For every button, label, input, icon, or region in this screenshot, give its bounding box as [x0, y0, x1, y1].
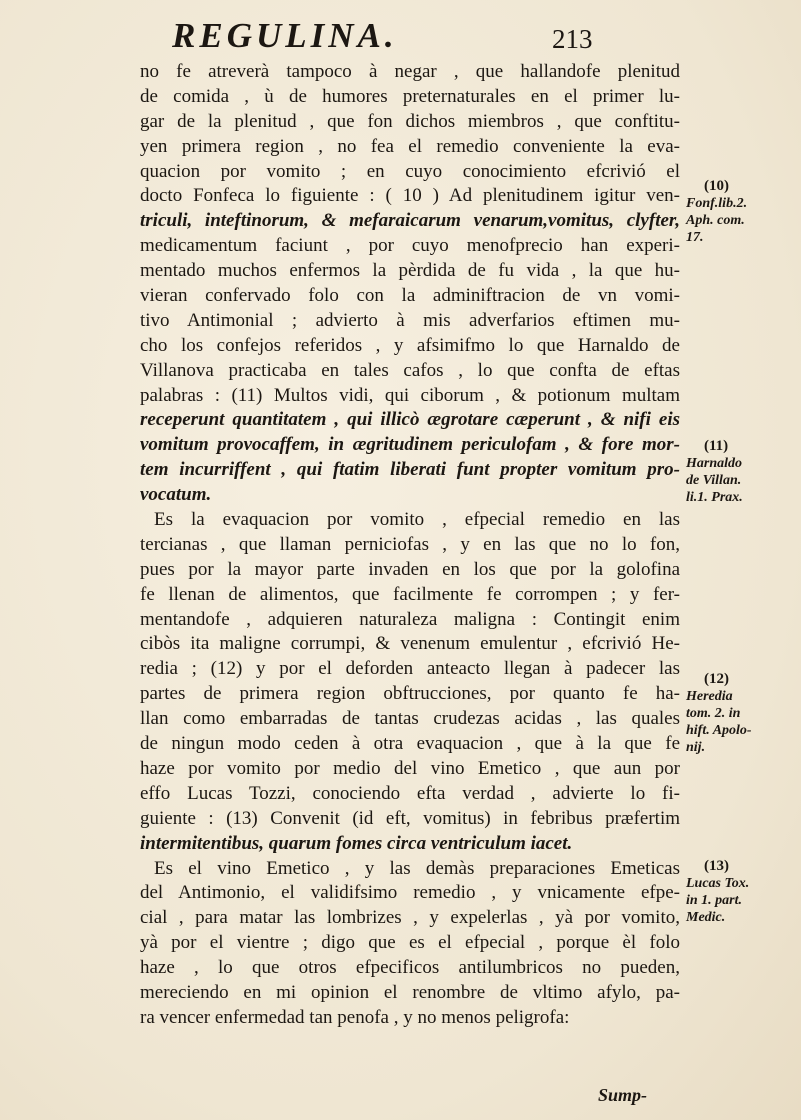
text-line: intermitentibus, quarum fomes circa ventriculum iacet.: [140, 832, 573, 854]
text-line: vomitum provocaffem, in ægritudinem periculofam , & fore mor-: [140, 434, 680, 456]
text-line: medicamentum faciunt , por cuyo menofprecio han experi-: [140, 235, 680, 257]
text-line: cial , para matar las lombrizes , y expelerlas , yà por vomito,: [140, 907, 680, 929]
text-line: yà por el vientre ; digo que es el efpecial , porque èl folo: [140, 932, 680, 954]
margin-note-line: hift. Apolo-: [686, 723, 752, 738]
text-line: tivo Antimonial ; advierto à mis adverfarios eftimen mu-: [140, 309, 680, 331]
text-line: del Antimonio, el validifsimo remedio , y vnicamente efpe-: [140, 882, 680, 904]
margin-note-line: nij.: [686, 740, 706, 755]
text-line: mentado muchos enfermos la pèrdida de fu vida , la que hu-: [140, 260, 680, 282]
text-line: effo Lucas Tozzi, conociendo efta verdad , advierte lo fi-: [140, 782, 680, 804]
text-line: Villanova practicaba en tales cafos , lo que confta de eftas: [140, 359, 680, 381]
text-line: vocatum.: [140, 484, 212, 506]
margin-note: [686, 178, 796, 246]
text-line: quacion por vomito ; en cuyo conocimiento efcrivió el: [140, 160, 680, 182]
margin-note-line: Harnaldo: [686, 456, 743, 471]
margin-note-line: Medic.: [686, 910, 726, 925]
text-line: triculi, inteftinorum, & mefaraicarum venarum,vomitus, clyfter,: [140, 210, 680, 232]
margin-note: [686, 858, 796, 926]
text-line: de ningun modo ceden à otra evaquacion , que à la que fe: [140, 733, 680, 755]
text-line: receperunt quantitatem , qui illicò ægrotare cæperunt , & nifi eis: [140, 409, 680, 431]
text-line: docto Fonfeca lo figuiente : ( 10 ) Ad plenitudinem igitur ven-: [140, 185, 680, 207]
margin-note-line: 17.: [686, 230, 704, 245]
margin-note-line: li.1. Prax.: [686, 490, 743, 505]
margin-note-number: (11): [704, 438, 729, 454]
page-number: 213: [552, 24, 593, 54]
margin-note-line: Heredia: [686, 689, 733, 704]
text-line: mentandofe , adquieren naturaleza maligna : Contingit enim: [140, 608, 680, 630]
margin-note-number: (10): [704, 178, 729, 194]
margin-note: [686, 671, 796, 756]
text-line: de comida , ù de humores preternaturales en el primer lu-: [140, 85, 680, 107]
margin-note-line: Aph. com.: [686, 213, 745, 228]
text-line: mereciendo en mi opinion el renombre de vltimo afylo, pa-: [140, 981, 680, 1003]
text-line: palabras : (11) Multos vidi, qui ciborum , & potionum multam: [140, 384, 680, 406]
margin-note-line: Fonf.lib.2.: [686, 196, 748, 211]
margin-note-number: (12): [704, 671, 729, 687]
text-line: guiente : (13) Convenit (id eft, vomitus) in febribus præfertim: [140, 807, 680, 829]
margin-note-line: Lucas Tox.: [686, 876, 750, 891]
margin-note: [686, 438, 796, 506]
text-line: yen primera region , no fea el remedio conveniente la eva-: [140, 135, 680, 157]
text-line: ra vencer enfermedad tan penofa , y no menos peligrofa:: [140, 1006, 570, 1028]
text-line: cho los confejos referidos , y afsimifmo lo que Harnaldo de: [140, 334, 680, 356]
running-title: REGULINA.: [172, 16, 398, 55]
catchword: Sump-: [598, 1085, 648, 1105]
text-line: no fe atreverà tampoco à negar , que hallandofe plenitud: [140, 61, 680, 82]
text-line: redia ; (12) y por el deforden anteacto llegan à padecer las: [140, 658, 680, 680]
margin-note-line: in 1. part.: [686, 893, 743, 908]
text-line: haze por vomito por medio del vino Emetico , que aun por: [140, 757, 680, 779]
text-line: vieran confervado folo con la adminiftracion de vn vomi-: [140, 285, 680, 307]
text-line: llan como embarradas de tantas crudezas acidas , las quales: [140, 708, 680, 730]
text-line: tem incurriffent , qui ftatim liberati funt propter vomitum pro-: [140, 459, 680, 481]
text-line: Es el vino Emetico , y las demàs preparaciones Emeticas: [154, 857, 680, 879]
text-line: Es la evaquacion por vomito , efpecial remedio en las: [154, 509, 680, 531]
text-line: partes de primera region obftrucciones, por quanto fe ha-: [140, 683, 680, 705]
text-line: tercianas , que llaman perniciofas , y en las que no lo fon,: [140, 533, 680, 555]
margin-note-line: tom. 2. in: [686, 706, 741, 721]
text-line: gar de la plenitud , que fon dichos miembros , que conftitu-: [140, 110, 680, 132]
text-line: pues por la mayor parte invaden en los que por la golofina: [140, 558, 680, 580]
margin-note-line: de Villan.: [686, 473, 742, 488]
margin-note-number: (13): [704, 858, 729, 874]
text-line: haze , lo que otros efpecificos antilumbricos no pueden,: [140, 957, 680, 979]
text-line: cibòs ita maligne corrumpi, & venenum emulentur , efcrivió He-: [140, 633, 680, 655]
text-line: fe llenan de alimentos, que facilmente fe corrompen ; y fer-: [140, 583, 680, 605]
